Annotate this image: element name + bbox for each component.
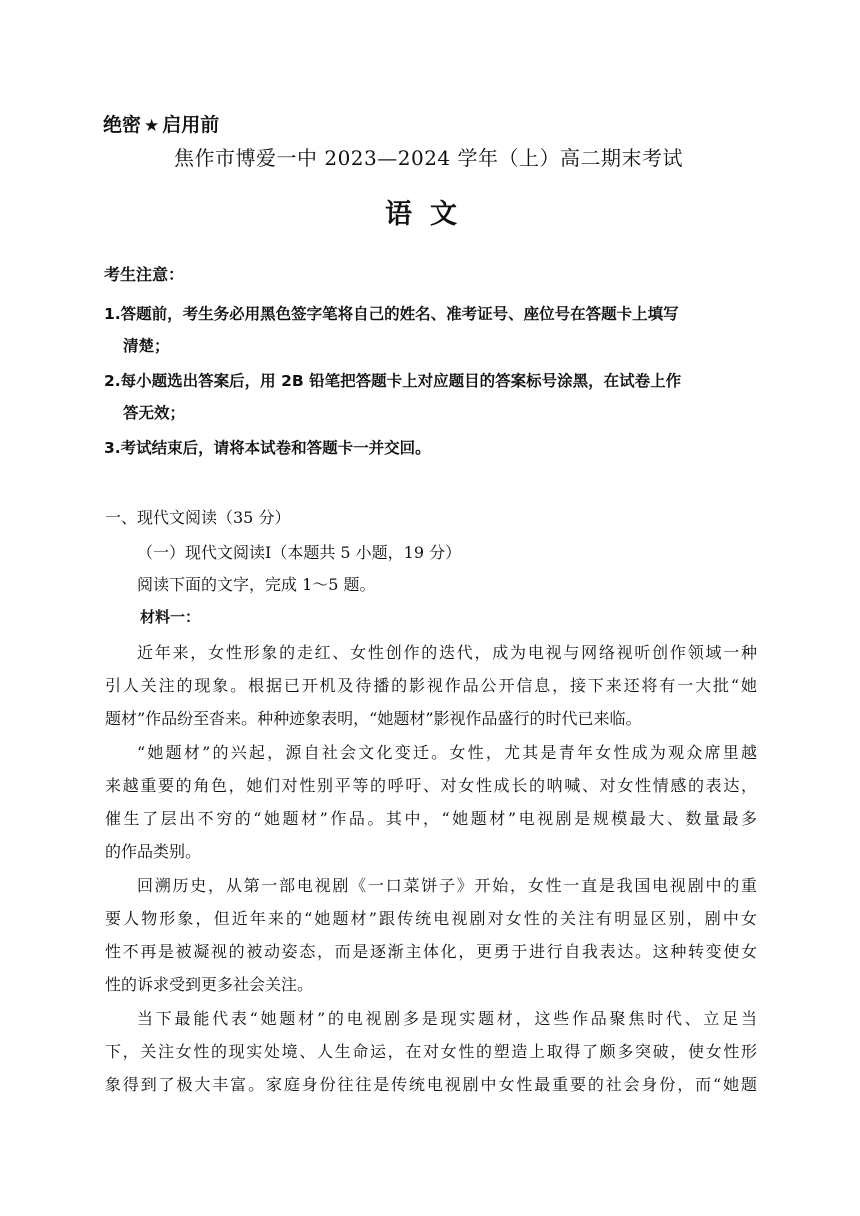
section-title: 一、现代文阅读（35 分） [105, 508, 291, 527]
paragraph-3-line-3: 性不再是被凝视的被动姿态，而是逐渐主体化，更勇于进行自我表达。这种转变使女 [105, 942, 757, 961]
exam-title: 焦作市博爱一中 2023—2024 学年（上）高二期末考试 [174, 146, 684, 170]
material-label: 材料一： [140, 608, 201, 626]
reading-instruction: 阅读下面的文字，完成 1～5 题。 [137, 575, 376, 594]
paragraph-1-line-3: 题材”作品纷至沓来。种种迹象表明，“她题材”影视作品盛行的时代已来临。 [105, 709, 642, 728]
paragraph-4-line-2: 下，关注女性的现实处境、人生命运，在对女性的塑造上取得了颇多突破，使女性形 [105, 1042, 757, 1061]
confidential-suffix: 启用前 [162, 114, 220, 136]
notice-item-1-line1: 1.答题前，考生务必用黑色签字笔将自己的姓名、准考证号、座位号在答题卡上填写 [104, 305, 679, 323]
notice-item-3-line1: 3.考试结束后，请将本试卷和答题卡一并交回。 [104, 439, 431, 457]
paragraph-2-line-1: “她题材”的兴起，源自社会文化变迁。女性，尤其是青年女性成为观众席里越 [137, 743, 757, 762]
notice-item-2-line1: 2.每小题选出答案后，用 2B 铅笔把答题卡上对应题目的答案标号涂黑，在试卷上作 [104, 372, 682, 390]
paragraph-1-line-2: 引人关注的现象。根据已开机及待播的影视作品公开信息，接下来还将有一大批“她 [105, 676, 757, 695]
paragraph-4-line-3: 象得到了极大丰富。家庭身份往往是传统电视剧中女性最重要的社会身份，而“她题 [105, 1075, 757, 1094]
paragraph-3-line-1: 回溯历史，从第一部电视剧《一口菜饼子》开始，女性一直是我国电视剧中的重 [137, 876, 757, 895]
confidential-mark [103, 110, 219, 137]
notice-item-1-line2: 清楚； [123, 337, 170, 355]
notice-item-2 [104, 365, 764, 429]
paragraph-2-line-3: 催生了层出不穷的“她题材”作品。其中，“她题材”电视剧是规模最大、数量最多 [105, 809, 757, 828]
paragraph-1-line-1: 近年来，女性形象的走红、女性创作的迭代，成为电视与网络视听创作领域一种 [137, 643, 757, 662]
notice-heading: 考生注意： [104, 265, 185, 284]
notice-item-1 [104, 298, 764, 362]
paragraph-3-line-4: 性的诉求受到更多社会关注。 [105, 975, 314, 994]
subject-title: 语文 [385, 199, 475, 230]
notice-item-2-line2: 答无效； [123, 404, 186, 422]
paragraph-4-line-1: 当下最能代表“她题材”的电视剧多是现实题材，这些作品聚焦时代、立足当 [137, 1009, 757, 1028]
paragraph-3-line-2: 要人物形象，但近年来的“她题材”跟传统电视剧对女性的关注有明显区别，剧中女 [105, 909, 757, 928]
paragraph-2-line-2: 来越重要的角色，她们对性别平等的呼吁、对女性成长的呐喊、对女性情感的表达， [105, 776, 757, 795]
star-icon: ★ [144, 116, 160, 136]
notice-item-3 [104, 432, 764, 464]
confidential-label: 绝密 [103, 114, 142, 136]
paragraph-2-line-4: 的作品类别。 [105, 842, 202, 861]
subsection-title: （一）现代文阅读Ⅰ（本题共 5 小题，19 分） [137, 543, 462, 562]
